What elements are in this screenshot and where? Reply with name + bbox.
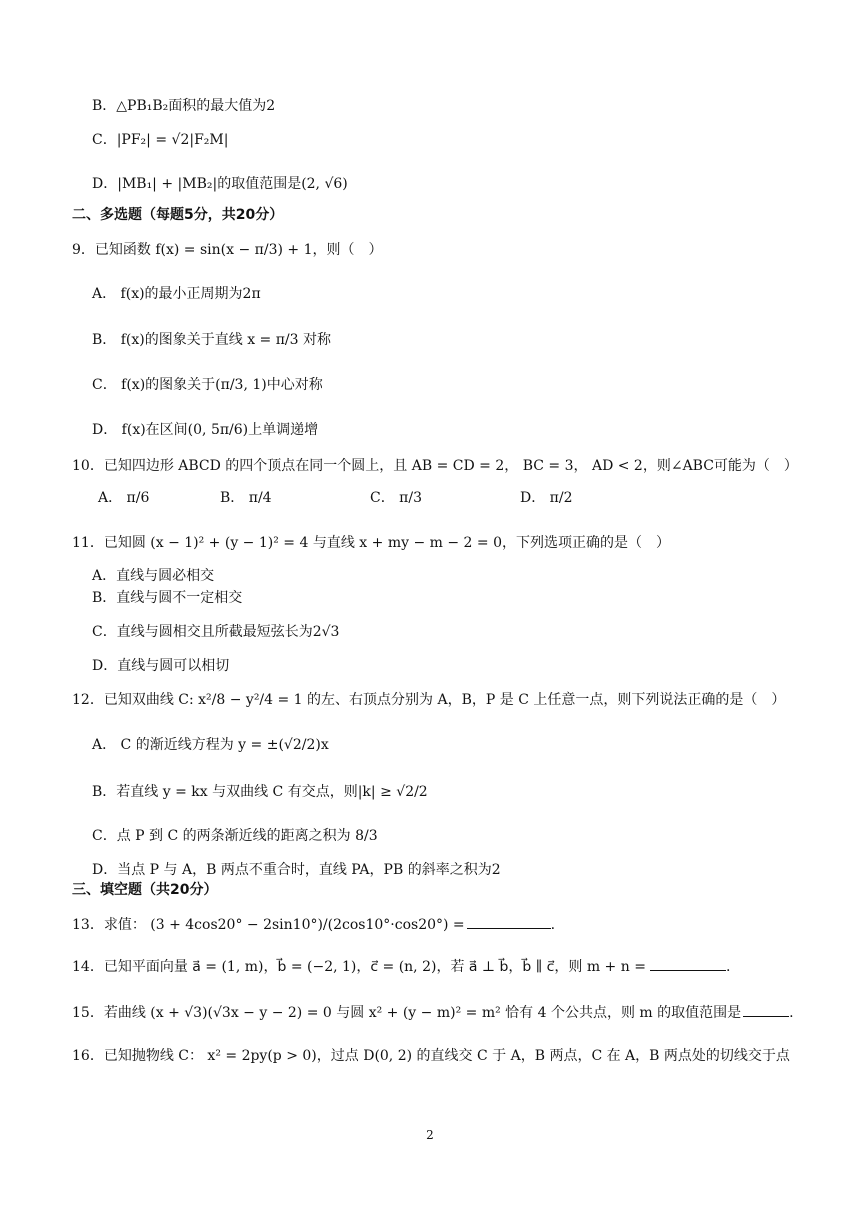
q8-option-c: C．|PF₂| = √2|F₂M|	[92, 132, 229, 148]
q14-line: 14．已知平面向量 a⃗ = (1, m)，b⃗ = (−2, 1)，c⃗ = (n, 2)，若 a⃗ ⊥ b⃗，b⃗ ∥ c⃗，则 m + n = .	[72, 956, 730, 977]
q15-answer-blank[interactable]	[743, 1002, 789, 1017]
q11-option-d: D．直线与圆可以相切	[92, 658, 230, 674]
q10-option-d: D． π/2	[520, 490, 573, 506]
q13-text: 13．求值： (3 + 4cos20° − 2sin10°)/(2cos10°·cos20°) =	[72, 917, 465, 933]
q12-stem: 12．已知双曲线 C: x²/8 − y²/4 = 1 的左、右顶点分别为 A，B，P 是 C 上任意一点，则下列说法正确的是（ ）	[72, 692, 786, 708]
q12-option-a: A． C 的渐近线方程为 y = ±(√2/2)x	[92, 737, 329, 753]
q9-stem: 9．已知函数 f(x) = sin(x − π/3) + 1，则（ ）	[72, 242, 383, 258]
page-number: 2	[426, 1128, 434, 1142]
q8-option-b: B．△PB₁B₂面积的最大值为2	[92, 98, 276, 114]
section3-title: 三、填空题（共20分）	[72, 882, 218, 898]
q12-option-b: B．若直线 y = kx 与双曲线 C 有交点，则|k| ≥ √2/2	[92, 784, 428, 800]
q14-answer-blank[interactable]	[650, 956, 726, 971]
q11-stem: 11．已知圆 (x − 1)² + (y − 1)² = 4 与直线 x + my − m − 2 = 0，下列选项正确的是（ ）	[72, 535, 670, 551]
q11-option-c: C．直线与圆相交且所截最短弦长为2√3	[92, 624, 340, 640]
q13-line: 13．求值： (3 + 4cos20° − 2sin10°)/(2cos10°·cos20°) = .	[72, 914, 555, 935]
q11-option-a: A．直线与圆必相交	[92, 568, 215, 584]
q11-option-b: B．直线与圆不一定相交	[92, 590, 243, 606]
q13-answer-blank[interactable]	[467, 914, 551, 929]
q10-stem: 10．已知四边形 ABCD 的四个顶点在同一个圆上，且 AB = CD = 2， BC = 3， AD < 2，则∠ABC可能为（ ）	[72, 458, 798, 474]
q10-option-a: A． π/6	[98, 490, 150, 506]
q12-option-c: C．点 P 到 C 的两条渐近线的距离之积为 8/3	[92, 828, 378, 844]
q9-option-d: D． f(x)在区间(0, 5π/6)上单调递增	[92, 422, 319, 438]
q8-option-d: D．|MB₁| + |MB₂|的取值范围是(2, √6)	[92, 176, 348, 192]
q9-option-b: B． f(x)的图象关于直线 x = π/3 对称	[92, 332, 331, 348]
q12-option-d: D．当点 P 与 A，B 两点不重合时，直线 PA，PB 的斜率之积为2	[92, 862, 501, 878]
q15-line: 15．若曲线 (x + √3)(√3x − y − 2) = 0 与圆 x² + (y − m)² = m² 恰有 4 个公共点，则 m 的取值范围是 .	[72, 1002, 794, 1023]
q15-text: 15．若曲线 (x + √3)(√3x − y − 2) = 0 与圆 x² + (y − m)² = m² 恰有 4 个公共点，则 m 的取值范围是	[72, 1005, 742, 1021]
q9-option-c: C． f(x)的图象关于(π/3, 1)中心对称	[92, 377, 323, 393]
section2-title: 二、多选题（每题5分，共20分）	[72, 207, 284, 223]
q9-option-a: A． f(x)的最小正周期为2π	[92, 286, 261, 302]
q16-stem: 16．已知抛物线 C： x² = 2py(p > 0)，过点 D(0, 2) 的直线交 C 于 A，B 两点，C 在 A，B 两点处的切线交于点	[72, 1048, 790, 1064]
q10-option-b: B． π/4	[220, 490, 272, 506]
q14-text: 14．已知平面向量 a⃗ = (1, m)，b⃗ = (−2, 1)，c⃗ = (n, 2)，若 a⃗ ⊥ b⃗，b⃗ ∥ c⃗，则 m + n =	[72, 959, 646, 975]
q10-option-c: C． π/3	[370, 490, 422, 506]
